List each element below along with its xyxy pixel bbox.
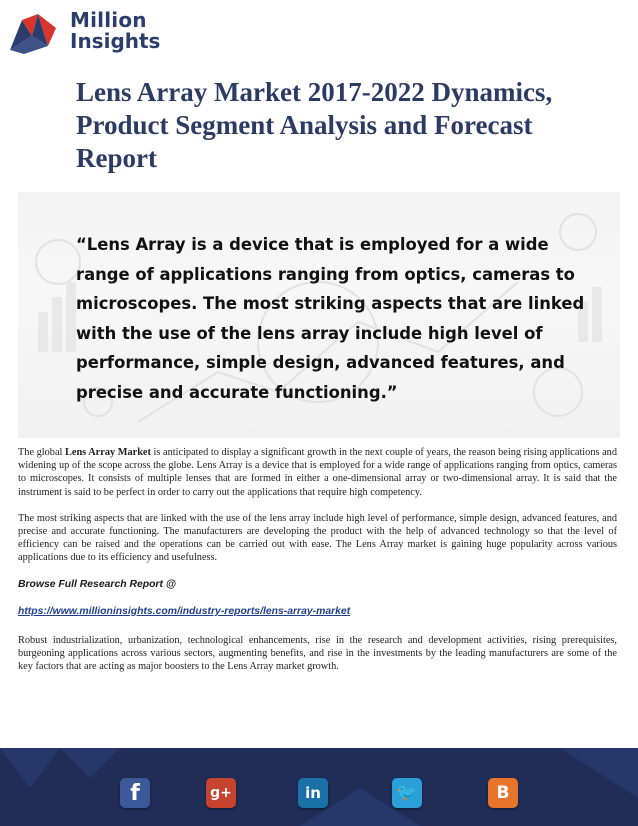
twitter-glyph: 🐦: [396, 783, 418, 803]
logo-wordmark: [70, 10, 160, 52]
market-name-bold: Lens Array Market: [65, 447, 151, 458]
paragraph-1-prefix: The global: [18, 447, 66, 458]
logo-line-2: Insights: [70, 29, 161, 53]
paragraph-3: Robust industrialization, urbanization, technological enhancements, rise in the research and development activities, rising prerequisites, burgeoning applications across various sectors, augmenting benefits, and rise in the investments by the leading manufacturers are some of the key factors that are acting as major boosters to the Lens Array market growth.: [18, 635, 617, 673]
linkedin-glyph: in: [305, 784, 321, 802]
page-title: Lens Array Market 2017-2022 Dynamics, Product Segment Analysis and Forecast Report: [76, 77, 553, 173]
logo-line-1: Million: [70, 8, 147, 32]
company-logo[interactable]: [4, 4, 164, 60]
paragraph-1-rest: is anticipated to display a significant growth in the next couple of years, the reason being rising applications and widening up of the scope across the globe. Lens Array is a device that is employed for a wide range of applications ranging from optics, cameras to microscopes. It consists of multiple lenses that are formed in either a one-dimensional array or two-dimensional array. It is said that the instrument is said to be perfect in order to carry out the applications that require high competency.: [18, 447, 617, 498]
footer-bar: [0, 748, 638, 826]
quote-text: “Lens Array is a device that is employed for a wide range of applications ranging from optics, cameras to microscopes. The most striking aspects that are linked with the use of the lens array include high level of performance, simple design, advanced features, and precise and accurate functioning.”: [76, 235, 585, 402]
linkedin-icon[interactable]: [298, 778, 328, 808]
facebook-glyph: f: [130, 780, 140, 806]
report-link[interactable]: https://www.millioninsights.com/industry-reports/lens-array-market: [18, 605, 351, 617]
logo-mark-icon: [4, 6, 62, 58]
quote-banner: [18, 192, 620, 438]
facebook-icon[interactable]: [120, 778, 150, 808]
google-plus-icon[interactable]: [206, 778, 236, 808]
article-body: [18, 446, 617, 687]
twitter-icon[interactable]: [392, 778, 422, 808]
browse-report-label: Browse Full Research Report @: [18, 578, 176, 590]
blogger-icon[interactable]: [488, 778, 518, 808]
blogger-glyph: B: [496, 783, 510, 803]
google-plus-glyph: g+: [210, 785, 232, 801]
paragraph-1: [18, 446, 617, 499]
paragraph-2: The most striking aspects that are linked with the use of the lens array include high level of performance, simple design, advanced features, and precise and accurate functioning. The manufacturers are developing the product with the help of advanced technology so that the level of efficiency can be raised and the operations can be carried out with ease. The Lens Array market is gaining huge popularity across various applications due to its efficiency and usefulness.: [18, 512, 617, 564]
